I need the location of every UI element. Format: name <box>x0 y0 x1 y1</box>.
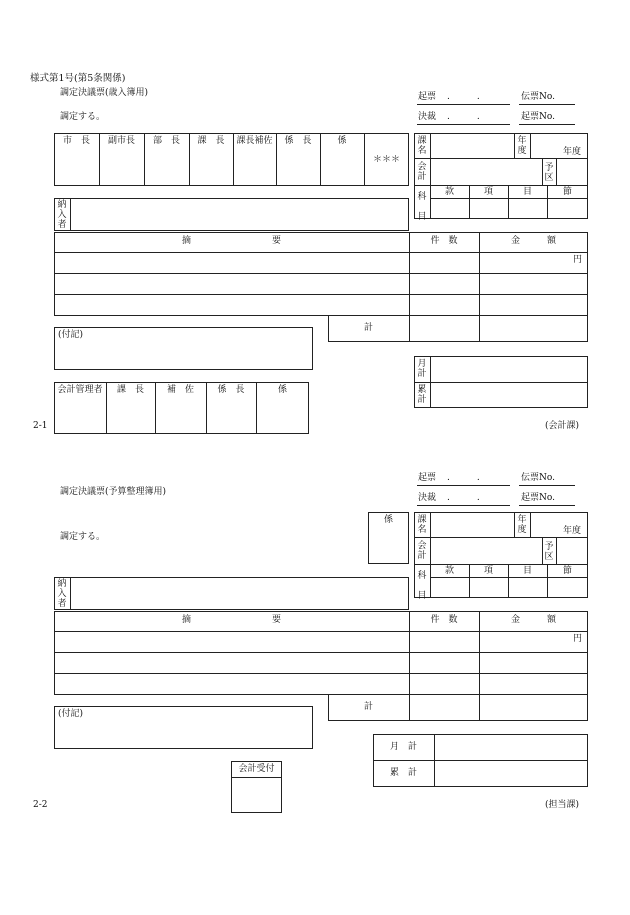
approver-group-chief: 係 長 <box>284 136 312 146</box>
upper-budget-box <box>414 133 588 219</box>
upper-setsu: 節 <box>562 187 572 197</box>
lower-kihyo-no-label: 起票No. <box>521 493 555 503</box>
lower-yen: 円 <box>573 634 583 644</box>
stamp-kaikei-kanrisha: 会計管理者 <box>57 385 103 395</box>
upper-kihyo-label: 起票 <box>418 92 437 102</box>
upper-kessai-label: 決裁 <box>418 112 437 122</box>
upper-payer-box <box>54 198 409 231</box>
table-rule <box>54 273 588 274</box>
approver-staff: 係 <box>337 136 347 146</box>
upper-yen: 円 <box>573 255 583 265</box>
lower-payer-label: 納入者 <box>57 579 67 609</box>
upper-denpyo-no-label: 伝票No. <box>521 92 555 102</box>
table-rule <box>414 185 588 186</box>
upper-kensu-header: 件 数 <box>430 236 458 246</box>
lower-kessai-underline <box>417 505 510 506</box>
upper-nendo: 年度 <box>563 147 582 157</box>
table-rule <box>514 133 515 158</box>
lower-kamoku: 科目 <box>417 571 427 601</box>
lower-fuki-box <box>54 706 313 749</box>
table-rule <box>434 734 435 787</box>
lower-nendo-label: 年度 <box>517 515 527 535</box>
lower-yoku: 予区 <box>544 542 554 562</box>
upper-kamoku: 科目 <box>417 192 427 222</box>
table-rule <box>430 133 431 219</box>
lower-kihyo-label: 起票 <box>418 473 437 483</box>
lower-rui-kei: 累 計 <box>389 768 417 778</box>
upper-kaikei: 会計 <box>417 162 427 182</box>
lower-dept: (担当課) <box>545 800 580 810</box>
upper-kihyo-date: . . <box>447 92 480 102</box>
table-rule <box>556 537 557 564</box>
table-rule <box>414 382 588 383</box>
lower-kan: 款 <box>444 566 454 576</box>
table-rule <box>530 133 531 158</box>
upper-dept: (会計課) <box>545 421 580 431</box>
upper-rui-kei: 累計 <box>417 385 427 405</box>
lower-kensu-header: 件 数 <box>430 615 458 625</box>
lower-denpyo-underline <box>519 485 575 486</box>
table-rule <box>430 198 588 199</box>
table-rule <box>530 512 531 537</box>
lower-kessai-label: 決裁 <box>418 493 437 503</box>
lower-getsu-kei: 月 計 <box>389 742 417 752</box>
upper-action-text: 調定する。 <box>60 112 106 122</box>
upper-yoku: 予区 <box>544 163 554 183</box>
upper-kihyo-underline <box>417 104 510 105</box>
table-rule <box>54 652 588 653</box>
table-rule <box>231 777 282 778</box>
lower-ka-mei: 課名 <box>417 515 427 535</box>
table-rule <box>409 315 410 342</box>
lower-budget-box <box>414 512 588 598</box>
form-number: 様式第1号(第5条関係) <box>30 73 126 84</box>
lower-action-text: 調定する。 <box>60 532 106 542</box>
table-rule <box>430 512 431 598</box>
table-rule <box>54 631 588 632</box>
table-rule <box>373 760 588 761</box>
upper-ko: 項 <box>483 187 493 197</box>
table-rule <box>409 694 410 721</box>
table-rule <box>556 158 557 185</box>
stamp-assistant: 補 佐 <box>166 385 194 395</box>
lower-kingaku-header: 金 額 <box>510 615 556 625</box>
upper-getsu-kei: 月計 <box>417 359 427 379</box>
upper-kihyo-no-underline <box>519 124 575 125</box>
lower-kakari-label: 係 <box>383 515 393 525</box>
upper-denpyo-underline <box>519 104 575 105</box>
table-rule <box>479 694 480 721</box>
approver-assistant-chief: 課長補佐 <box>236 136 273 146</box>
lower-denpyo-no-label: 伝票No. <box>521 473 555 483</box>
table-rule <box>430 577 588 578</box>
upper-payer-label: 納入者 <box>57 200 67 230</box>
approver-director: 部 長 <box>152 136 180 146</box>
lower-moku: 目 <box>522 566 532 576</box>
table-rule <box>414 537 588 538</box>
upper-fuki-label: (付記) <box>58 330 84 340</box>
lower-nendo: 年度 <box>563 526 582 536</box>
table-rule <box>54 252 588 253</box>
lower-total-label: 計 <box>363 702 373 712</box>
approver-section-chief: 課 長 <box>197 136 225 146</box>
lower-page-code: 2-2 <box>33 800 48 810</box>
table-rule <box>414 158 588 159</box>
lower-payer-box <box>54 577 409 610</box>
upper-kan: 款 <box>444 187 454 197</box>
upper-moku: 目 <box>522 187 532 197</box>
upper-fuki-box <box>54 327 313 370</box>
upper-kingaku-header: 金 額 <box>510 236 556 246</box>
lower-tekiyo-header: 摘 要 <box>181 615 281 625</box>
upper-total-label: 計 <box>363 323 373 333</box>
table-rule <box>430 356 431 408</box>
lower-setsu: 節 <box>562 566 572 576</box>
upper-kihyo-no-label: 起票No. <box>521 112 555 122</box>
lower-kihyo-underline <box>417 485 510 486</box>
upper-kessai-underline <box>417 124 510 125</box>
lower-kihyo-no-underline <box>519 505 575 506</box>
approver-mayor: 市 長 <box>62 136 90 146</box>
table-rule <box>70 198 71 231</box>
lower-kaikei-uketsuke-label: 会計受付 <box>238 764 275 774</box>
stamp-section-chief: 課 長 <box>116 385 144 395</box>
upper-ka-mei: 課名 <box>417 136 427 156</box>
table-rule <box>514 512 515 537</box>
upper-nendo-label: 年度 <box>517 136 527 156</box>
approver-vice-mayor: 副市長 <box>107 136 135 146</box>
upper-tekiyo-header: 摘 要 <box>181 236 281 246</box>
table-rule <box>70 577 71 610</box>
lower-kessai-date: . . <box>447 493 480 503</box>
table-rule <box>414 564 588 565</box>
approval-stars: ＊＊＊ <box>372 155 400 165</box>
stamp-staff: 係 <box>277 385 287 395</box>
table-rule <box>54 673 588 674</box>
lower-kaikei: 会計 <box>417 541 427 561</box>
table-rule <box>479 315 480 342</box>
lower-fuki-label: (付記) <box>58 709 84 719</box>
table-rule <box>54 294 588 295</box>
lower-ko: 項 <box>483 566 493 576</box>
stamp-group-chief: 係 長 <box>217 385 245 395</box>
upper-page-code: 2-1 <box>33 421 48 431</box>
upper-form-title: 調定決議票(歳入簿用) <box>60 88 149 98</box>
lower-form-title: 調定決議票(予算整理簿用) <box>60 487 167 497</box>
lower-kihyo-date: . . <box>447 473 480 483</box>
upper-kessai-date: . . <box>447 112 480 122</box>
